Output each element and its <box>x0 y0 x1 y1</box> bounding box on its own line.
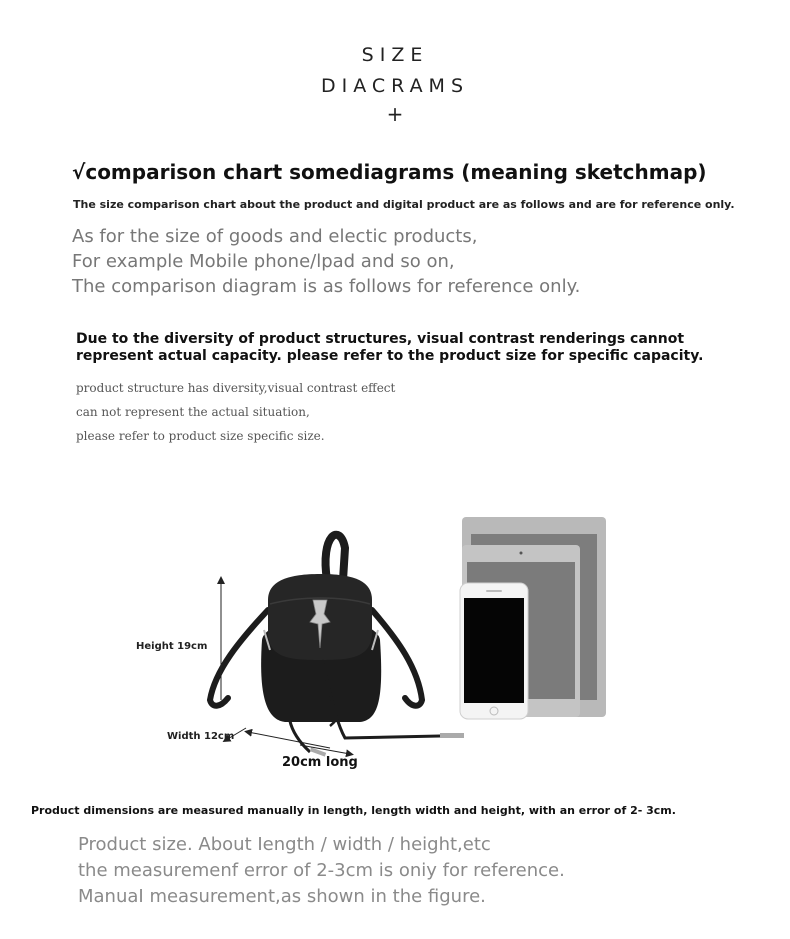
comparison-line: The comparison diagram is as follows for reference only. <box>72 276 581 297</box>
comparison-subtitle: The size comparison chart about the product and digital product are as follows and are for reference only. <box>73 198 735 211</box>
comparison-line: As for the size of goods and electic products, <box>72 226 478 247</box>
measurement-note: Product dimensions are measured manually in length, length width and height, with an error of 2- 3cm. <box>31 804 676 817</box>
length-arrow-left <box>248 732 330 748</box>
backpack-icon <box>210 535 464 757</box>
diversity-small-line: product structure has diversity,visual contrast effect <box>76 381 396 395</box>
diversity-small-line: can not represent the actual situation, <box>76 405 310 419</box>
footer-line: Product size. About Iength / width / height,etc <box>78 834 491 855</box>
footer-line: ManuaI measurement,as shown in the figure. <box>78 886 486 907</box>
footer-description <box>78 832 565 910</box>
phone-icon <box>460 583 528 719</box>
comparison-heading: √comparison chart somediagrams (meaning sketchmap) <box>72 160 707 184</box>
length-label: 20cm long <box>282 755 358 770</box>
height-label: Height 19cm <box>136 641 208 652</box>
diversity-bold-line: represent actual capacity. please refer to the product size for specific capacity. <box>76 348 704 364</box>
width-label: Width 12cm <box>167 731 235 742</box>
diagrams-title: DIACRAMS <box>320 75 470 97</box>
plus-sign: + <box>386 102 404 126</box>
size-title: SIZE <box>361 44 429 66</box>
footer-line: the measuremenf error of 2-3cm is oniy for reference. <box>78 860 565 881</box>
diversity-small-line: please refer to product size specific size. <box>76 429 325 443</box>
diversity-bold-line: Due to the diversity of product structures, visual contrast renderings cannot <box>76 331 685 347</box>
comparison-line: For example Mobile phone/lpad and so on, <box>72 251 455 272</box>
